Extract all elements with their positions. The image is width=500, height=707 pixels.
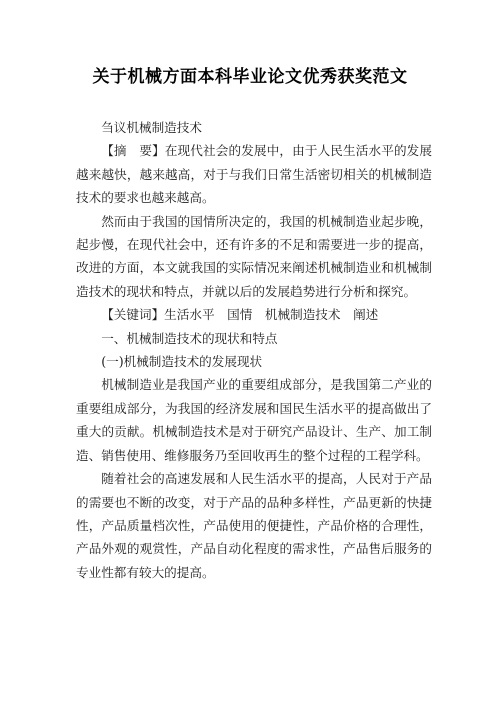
article-subtitle: 刍议机械制造技术 [101,120,202,135]
section-heading: 一、机械制造技术的现状和特点 [101,330,278,346]
document-body [76,116,432,584]
document-title: 关于机械方面本科毕业论文优秀获奖范文 [92,67,408,87]
body-paragraph: 机械制造业是我国产业的重要组成部分，是我国第二产业的重要组成部分，为我国的经济发展和国民生活水平的提高做出了重大的贡献。机械制造技术是对于研究产品设计、生产、加工制造、销售使用、维修服务乃至回收再生的整个过程的工程学科。 [76,377,432,463]
keywords-paragraph: 【关键词】生活水平 国情 机械制造技术 阐述 [101,307,379,323]
subsection-heading: (一)机械制造技术的发展现状 [101,354,263,370]
body-paragraph: 然而由于我国的国情所决定的，我国的机械制造业起步晚，起步慢，在现代社会中，还有许多的不足和需要进一步的提高，改进的方面，本文就我国的实际情况来阐述机械制造业和机械制造技术的现状和特点，并就以后的发展趋势进行分析和探究。 [76,213,432,299]
abstract-paragraph: 【摘 要】在现代社会的发展中，由于人民生活水平的发展越来越快，越来越高，对于与我们日常生活密切相关的机械制造技术的要求也越来越高。 [76,143,432,206]
body-paragraph: 随着社会的高速发展和人民生活水平的提高，人民对于产品的需要也不断的改变，对于产品的品种多样性，产品更新的快捷性，产品质量档次性，产品使用的便捷性，产品价格的合理性，产品外观的观赏性，产品自动化程度的需求性，产品售后服务的专业性都有较大的提高。 [76,471,432,580]
